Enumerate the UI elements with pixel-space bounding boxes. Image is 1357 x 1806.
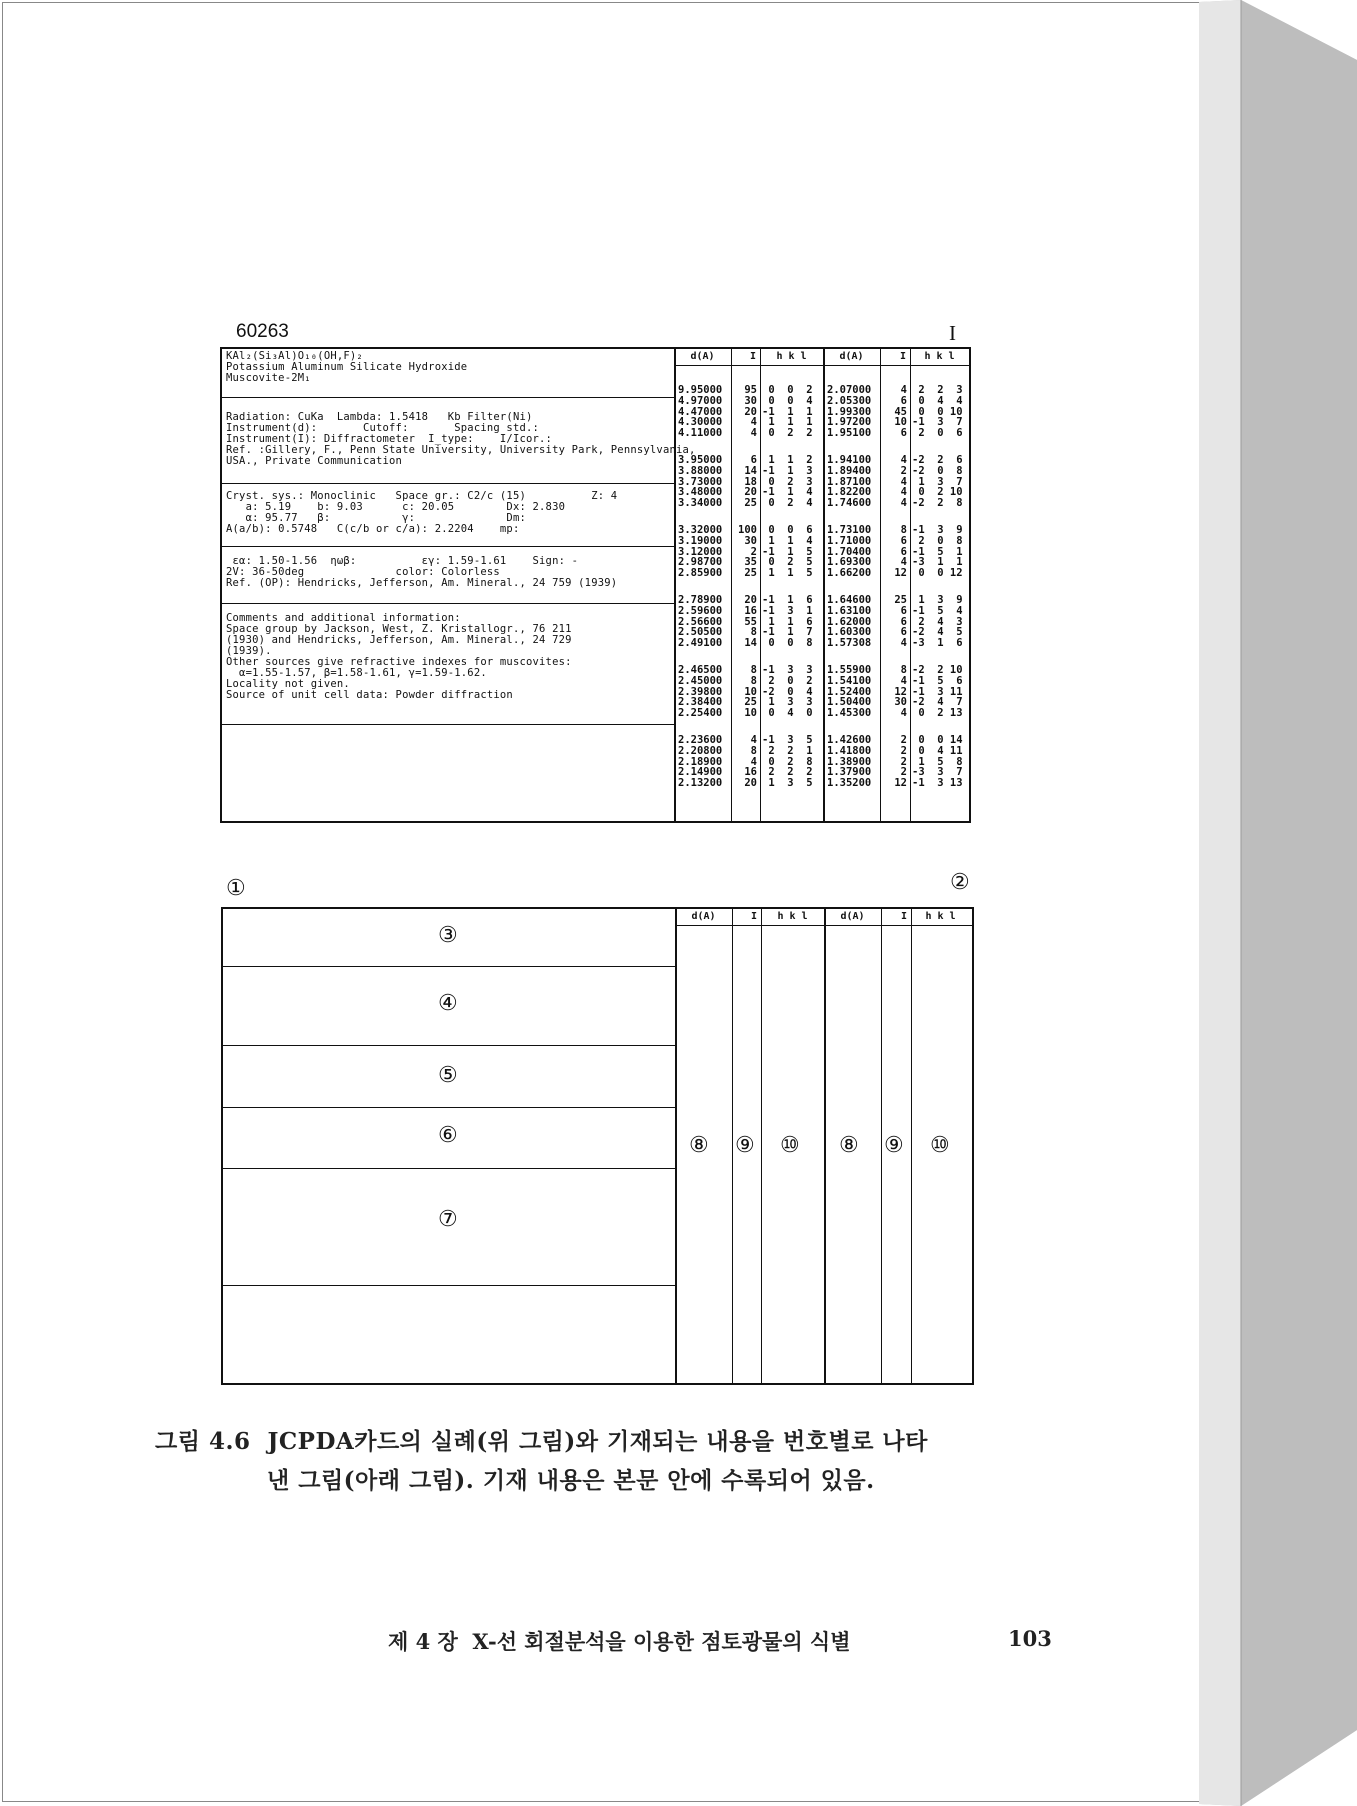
hkl-index: 2 0 6: [912, 427, 963, 440]
d-spacing-value: 1.74600: [827, 497, 872, 510]
intensity-value: 8: [750, 664, 757, 676]
hkl-index: -2 0 8: [912, 464, 963, 477]
d-spacing-value: 2.13200: [678, 777, 723, 790]
intensity-value: 4: [900, 707, 907, 720]
hkl-index: -1 3 1: [762, 604, 813, 617]
intensity-value: 30: [744, 534, 757, 547]
intensity-value: 6: [900, 604, 907, 617]
hkl-index: 2 4 3: [912, 615, 963, 628]
d-spacing-value: 2.46500: [678, 664, 723, 676]
intensity-value: 10: [894, 416, 907, 429]
crystal-text: Cryst. sys.: Monoclinic Space gr.: C2/c (15) Z: 4 a: 5.19 b: 9.03 c: 20.05 Dx: 2.830 α: 95.77 β: γ: Dm: A(a/b): 0.5748 C(c/b or c/a): 2.2204 mp:: [226, 490, 618, 535]
header-d: d(A): [691, 911, 716, 922]
intensity-value: 4: [900, 454, 907, 466]
column-label-9: ⑨: [884, 1133, 904, 1158]
d-spacing-value: 3.19000: [678, 534, 723, 547]
template-section-blank: [223, 1286, 675, 1381]
intensity-value: 2: [900, 464, 907, 477]
hkl-index: 1 1 2: [762, 454, 813, 466]
intensity-value: 8: [900, 664, 907, 676]
instrument-text: Radiation: CuKa Lambda: 1.5418 Kb Filter(Ni) Instrument(d): Cutoff: Spacing std.: Instrument(I): Diffractometer I_type: I/Icor.: Ref. :Gillery, F., Penn State University, University Park, Pennsylvania, USA., Private Communication: [226, 411, 696, 467]
hkl-index: 0 0 10: [912, 405, 963, 418]
card-quality-mark: I: [949, 321, 956, 345]
hkl-index: 1 3 5: [762, 777, 813, 790]
d-spacing-value: 2.20800: [678, 744, 723, 757]
hkl-index: -1 3 13: [912, 777, 963, 790]
section-number: ④: [438, 991, 458, 1016]
d-spacing-value: 4.30000: [678, 416, 723, 429]
d-spacing-value: 1.60300: [827, 626, 872, 639]
d-spacing-value: 1.35200: [827, 777, 872, 790]
intensity-value: 12: [894, 777, 907, 790]
d-spacing-value: 2.39800: [678, 685, 723, 698]
hkl-index: -3 1 1: [912, 556, 963, 569]
intensity-value: 12: [894, 567, 907, 580]
section-number: ⑥: [438, 1123, 458, 1148]
hkl-index: 0 4 11: [912, 744, 963, 757]
d-spacing-value: 1.41800: [827, 744, 872, 757]
hkl-index: 0 0 6: [762, 524, 813, 536]
d-spacing-value: 4.47000: [678, 405, 723, 418]
intensity-value: 4: [750, 755, 757, 768]
d-spacing-value: 1.50400: [827, 696, 872, 709]
card-formula-section: [222, 349, 674, 398]
header-hkl: h k l: [925, 911, 956, 922]
intensity-value: 6: [900, 545, 907, 558]
header-i: I: [749, 351, 756, 362]
formula-text: KAl₂(Si₃Al)O₁₀(OH,F)₂ Potassium Aluminum Silicate Hydroxide Muscovite-2M₁: [226, 350, 468, 384]
intensity-value: 25: [744, 696, 757, 709]
intensity-value: 2: [900, 755, 907, 768]
figure-caption-line2: 낸 그림(아래 그림). 기재 내용은 본문 안에 수록되어 있음.: [267, 1467, 875, 1494]
hkl-index: 0 2 3: [762, 475, 813, 488]
d-spacing-value: 2.07000: [827, 384, 872, 396]
d-spacing-value: 1.95100: [827, 427, 872, 440]
template-info-pane: [223, 909, 677, 1383]
d-spacing-value: 1.62000: [827, 615, 872, 628]
d-spacing-value: 3.12000: [678, 545, 723, 558]
d-spacing-value: 3.34000: [678, 497, 723, 510]
hkl-index: 0 0 2: [762, 384, 813, 396]
d-spacing-value: 2.85900: [678, 567, 723, 580]
hkl-index: 0 0 8: [762, 637, 813, 650]
hkl-index: 2 2 3: [912, 384, 963, 396]
intensity-value: 4: [900, 486, 907, 499]
intensity-value: 4: [900, 637, 907, 650]
hkl-index: -1 1 4: [762, 486, 813, 499]
intensity-value: 4: [900, 556, 907, 569]
card-optical-section: [222, 547, 674, 604]
intensity-value: 25: [744, 567, 757, 580]
d-spacing-value: 1.64600: [827, 594, 872, 606]
d-spacing-value: 2.56600: [678, 615, 723, 628]
hkl-index: -2 4 5: [912, 626, 963, 639]
hkl-index: -1 5 6: [912, 674, 963, 687]
comments-text: Comments and additional information: Space group by Jackson, West, Z. Kristallogr., 76 211 (1930) and Hendricks, Jefferson, Am. Mineral., 24 729 (1939). Other sources give refractive indexes for muscovites: α=1.55-1.57, β=1.58-1.61, γ=1.59-1.62. Locality not given. Source of unit cell data: Powder diffraction: [226, 612, 572, 701]
intensity-value: 6: [900, 394, 907, 407]
column-label-8: ⑧: [839, 1133, 859, 1158]
hkl-index: 1 1 4: [762, 534, 813, 547]
d-spacing-value: 1.89400: [827, 464, 872, 477]
hkl-index: -1 1 5: [762, 545, 813, 558]
intensity-value: 8: [750, 744, 757, 757]
d-spacing-value: 1.45300: [827, 707, 872, 720]
intensity-value: 8: [750, 626, 757, 639]
optical-text: εα: 1.50-1.56 ηωβ: εγ: 1.59-1.61 Sign: - 2V: 36-50deg color: Colorless Ref. (OP): Hendricks, Jefferson, Am. Mineral., 24 759 (1939): [226, 555, 618, 589]
hkl-index: -1 1 6: [762, 594, 813, 606]
intensity-value: 6: [900, 427, 907, 440]
header-d: d(A): [839, 351, 864, 362]
hkl-index: 0 2 10: [912, 486, 963, 499]
hkl-index: -1 3 9: [912, 524, 963, 536]
intensity-value: 4: [750, 416, 757, 429]
hkl-index: 0 4 4: [912, 394, 963, 407]
card-number: 60263: [236, 321, 289, 342]
intensity-value: 6: [900, 626, 907, 639]
hkl-index: 0 0 14: [912, 734, 963, 746]
hkl-index: -1 3 11: [912, 685, 963, 698]
book-spine-shadow: [1199, 0, 1357, 1806]
card-comments-section: [222, 604, 674, 725]
hkl-index: -1 1 1: [762, 405, 813, 418]
column-label-10: ⑩: [780, 1133, 800, 1158]
intensity-value: 4: [900, 384, 907, 396]
intensity-value: 30: [744, 394, 757, 407]
d-spacing-value: 2.18900: [678, 755, 723, 768]
template-section-6: [223, 1108, 675, 1169]
hkl-index: 1 3 3: [762, 696, 813, 709]
section-number: ⑤: [438, 1063, 458, 1088]
d-spacing-value: 3.48000: [678, 486, 723, 499]
card-crystal-section: [222, 484, 674, 547]
page-number: 103: [1008, 1626, 1052, 1651]
header-hkl: h k l: [777, 911, 808, 922]
intensity-value: 2: [750, 545, 757, 558]
intensity-value: 10: [744, 707, 757, 720]
d-spacing-value: 1.52400: [827, 685, 872, 698]
d-spacing-value: 3.95000: [678, 454, 723, 466]
d-spacing-value: 2.59600: [678, 604, 723, 617]
intensity-value: 14: [744, 637, 757, 650]
column-label-9: ⑨: [735, 1133, 755, 1158]
d-spacing-value: 1.70400: [827, 545, 872, 558]
figure-caption-line1: 그림 4.6 JCPDA카드의 실례(위 그림)와 기재되는 내용을 번호별로 나타: [155, 1428, 928, 1455]
intensity-value: 25: [744, 497, 757, 510]
column-label-8: ⑧: [689, 1133, 709, 1158]
d-spacing-value: 1.42600: [827, 734, 872, 746]
hkl-index: -1 1 3: [762, 464, 813, 477]
intensity-value: 30: [894, 696, 907, 709]
d-spacing-value: 1.97200: [827, 416, 872, 429]
intensity-value: 2: [900, 766, 907, 779]
intensity-value: 55: [744, 615, 757, 628]
d-spacing-value: 3.88000: [678, 464, 723, 477]
hkl-index: 1 5 8: [912, 755, 963, 768]
hkl-index: -1 5 1: [912, 545, 963, 558]
hkl-index: -1 1 7: [762, 626, 813, 639]
d-spacing-value: 2.98700: [678, 556, 723, 569]
card-info-pane: [222, 349, 696, 821]
intensity-value: 4: [900, 674, 907, 687]
d-spacing-value: 2.50500: [678, 626, 723, 639]
d-spacing-value: 3.73000: [678, 475, 723, 488]
header-hkl: h k l: [924, 351, 955, 362]
d-spacing-value: 1.38900: [827, 755, 872, 768]
hkl-index: 0 4 0: [762, 707, 813, 720]
card-instrument-section: [222, 398, 696, 484]
hkl-index: -2 2 10: [912, 664, 963, 676]
intensity-value: 16: [744, 766, 757, 779]
header-i: I: [750, 911, 757, 922]
hkl-index: 0 2 8: [762, 755, 813, 768]
template-section-4: [223, 967, 675, 1046]
hkl-index: -3 1 6: [912, 637, 963, 650]
intensity-value: 20: [744, 486, 757, 499]
intensity-value: 6: [900, 615, 907, 628]
jcpds-card-example: [220, 347, 971, 823]
intensity-value: 6: [900, 534, 907, 547]
d-spacing-value: 1.82200: [827, 486, 872, 499]
d-spacing-value: 1.57308: [827, 637, 872, 650]
d-spacing-value: 1.94100: [827, 454, 872, 466]
field-label-2: ②: [950, 870, 970, 895]
intensity-value: 20: [744, 405, 757, 418]
hkl-index: 2 0 8: [912, 534, 963, 547]
hkl-index: -1 3 7: [912, 416, 963, 429]
intensity-value: 2: [900, 744, 907, 757]
intensity-value: 18: [744, 475, 757, 488]
intensity-value: 25: [894, 594, 907, 606]
d-spacing-value: 1.69300: [827, 556, 872, 569]
hkl-index: 0 2 13: [912, 707, 963, 720]
template-data-pane: [675, 909, 972, 1383]
header-hkl: h k l: [776, 351, 807, 362]
intensity-value: 4: [900, 475, 907, 488]
d-spacing-value: 9.95000: [678, 384, 723, 396]
jcpds-card-template: [221, 907, 974, 1385]
d-spacing-value: 2.25400: [678, 707, 723, 720]
intensity-value: 45: [894, 405, 907, 418]
section-number: ⑦: [438, 1207, 458, 1232]
hkl-index: 2 2 2: [762, 766, 813, 779]
d-spacing-value: 2.23600: [678, 734, 723, 746]
template-section-3: [223, 909, 675, 967]
d-spacing-value: 2.14900: [678, 766, 723, 779]
intensity-value: 14: [744, 464, 757, 477]
d-spacing-value: 1.99300: [827, 405, 872, 418]
intensity-value: 8: [900, 524, 907, 536]
intensity-value: 4: [750, 427, 757, 440]
intensity-value: 20: [744, 777, 757, 790]
template-section-7: [223, 1169, 675, 1286]
hkl-index: 2 2 1: [762, 744, 813, 757]
hkl-index: 1 3 7: [912, 475, 963, 488]
card-data-pane: [674, 349, 969, 821]
hkl-index: -1 3 3: [762, 664, 813, 676]
header-d: d(A): [690, 351, 715, 362]
header-i: I: [900, 911, 907, 922]
intensity-value: 6: [750, 454, 757, 466]
hkl-index: -1 3 5: [762, 734, 813, 746]
intensity-value: 16: [744, 604, 757, 617]
intensity-value: 20: [744, 594, 757, 606]
d-spacing-value: 2.38400: [678, 696, 723, 709]
d-spacing-value: 1.73100: [827, 524, 872, 536]
d-spacing-value: 3.32000: [678, 524, 723, 536]
template-section-5: [223, 1046, 675, 1108]
d-spacing-value: 2.05300: [827, 394, 872, 407]
field-label-1: ①: [226, 876, 246, 901]
intensity-value: 12: [894, 685, 907, 698]
hkl-index: 1 3 9: [912, 594, 963, 606]
d-spacing-value: 2.45000: [678, 674, 723, 687]
hkl-index: 0 2 2: [762, 427, 813, 440]
hkl-index: 1 1 5: [762, 567, 813, 580]
hkl-index: -2 2 8: [912, 497, 963, 510]
hkl-index: -2 0 4: [762, 685, 813, 698]
d-spacing-value: 2.49100: [678, 637, 723, 650]
hkl-index: 1 1 1: [762, 416, 813, 429]
hkl-index: -2 4 7: [912, 696, 963, 709]
intensity-value: 8: [750, 674, 757, 687]
intensity-value: 100: [738, 524, 757, 536]
header-d: d(A): [840, 911, 865, 922]
hkl-index: -3 3 7: [912, 766, 963, 779]
d-spacing-value: 1.66200: [827, 567, 872, 580]
d-spacing-value: 1.87100: [827, 475, 872, 488]
hkl-index: 0 2 4: [762, 497, 813, 510]
intensity-value: 4: [900, 497, 907, 510]
hkl-index: 0 0 12: [912, 567, 963, 580]
intensity-value: 2: [900, 734, 907, 746]
running-footer-chapter: 제 4 장 X-선 회절분석을 이용한 점토광물의 식별: [388, 1629, 851, 1654]
book-page: [2, 2, 1200, 1802]
hkl-index: 0 0 4: [762, 394, 813, 407]
blank-text: [222, 725, 674, 729]
hkl-index: -2 2 6: [912, 454, 963, 466]
d-spacing-value: 1.55900: [827, 664, 872, 676]
section-number: ③: [438, 923, 458, 948]
d-spacing-value: 1.63100: [827, 604, 872, 617]
d-spacing-value: 4.97000: [678, 394, 723, 407]
column-label-10: ⑩: [930, 1133, 950, 1158]
intensity-value: 10: [744, 685, 757, 698]
hkl-index: 2 0 2: [762, 674, 813, 687]
hkl-index: 1 1 6: [762, 615, 813, 628]
d-spacing-value: 4.11000: [678, 427, 723, 440]
d-spacing-value: 1.54100: [827, 674, 872, 687]
hkl-index: 0 2 5: [762, 556, 813, 569]
d-spacing-value: 1.37900: [827, 766, 872, 779]
intensity-value: 4: [750, 734, 757, 746]
hkl-index: -1 5 4: [912, 604, 963, 617]
card-blank-section: [222, 725, 674, 819]
d-spacing-value: 2.78900: [678, 594, 723, 606]
header-i: I: [899, 351, 906, 362]
intensity-value: 35: [744, 556, 757, 569]
intensity-value: 95: [744, 384, 757, 396]
d-spacing-value: 1.71000: [827, 534, 872, 547]
